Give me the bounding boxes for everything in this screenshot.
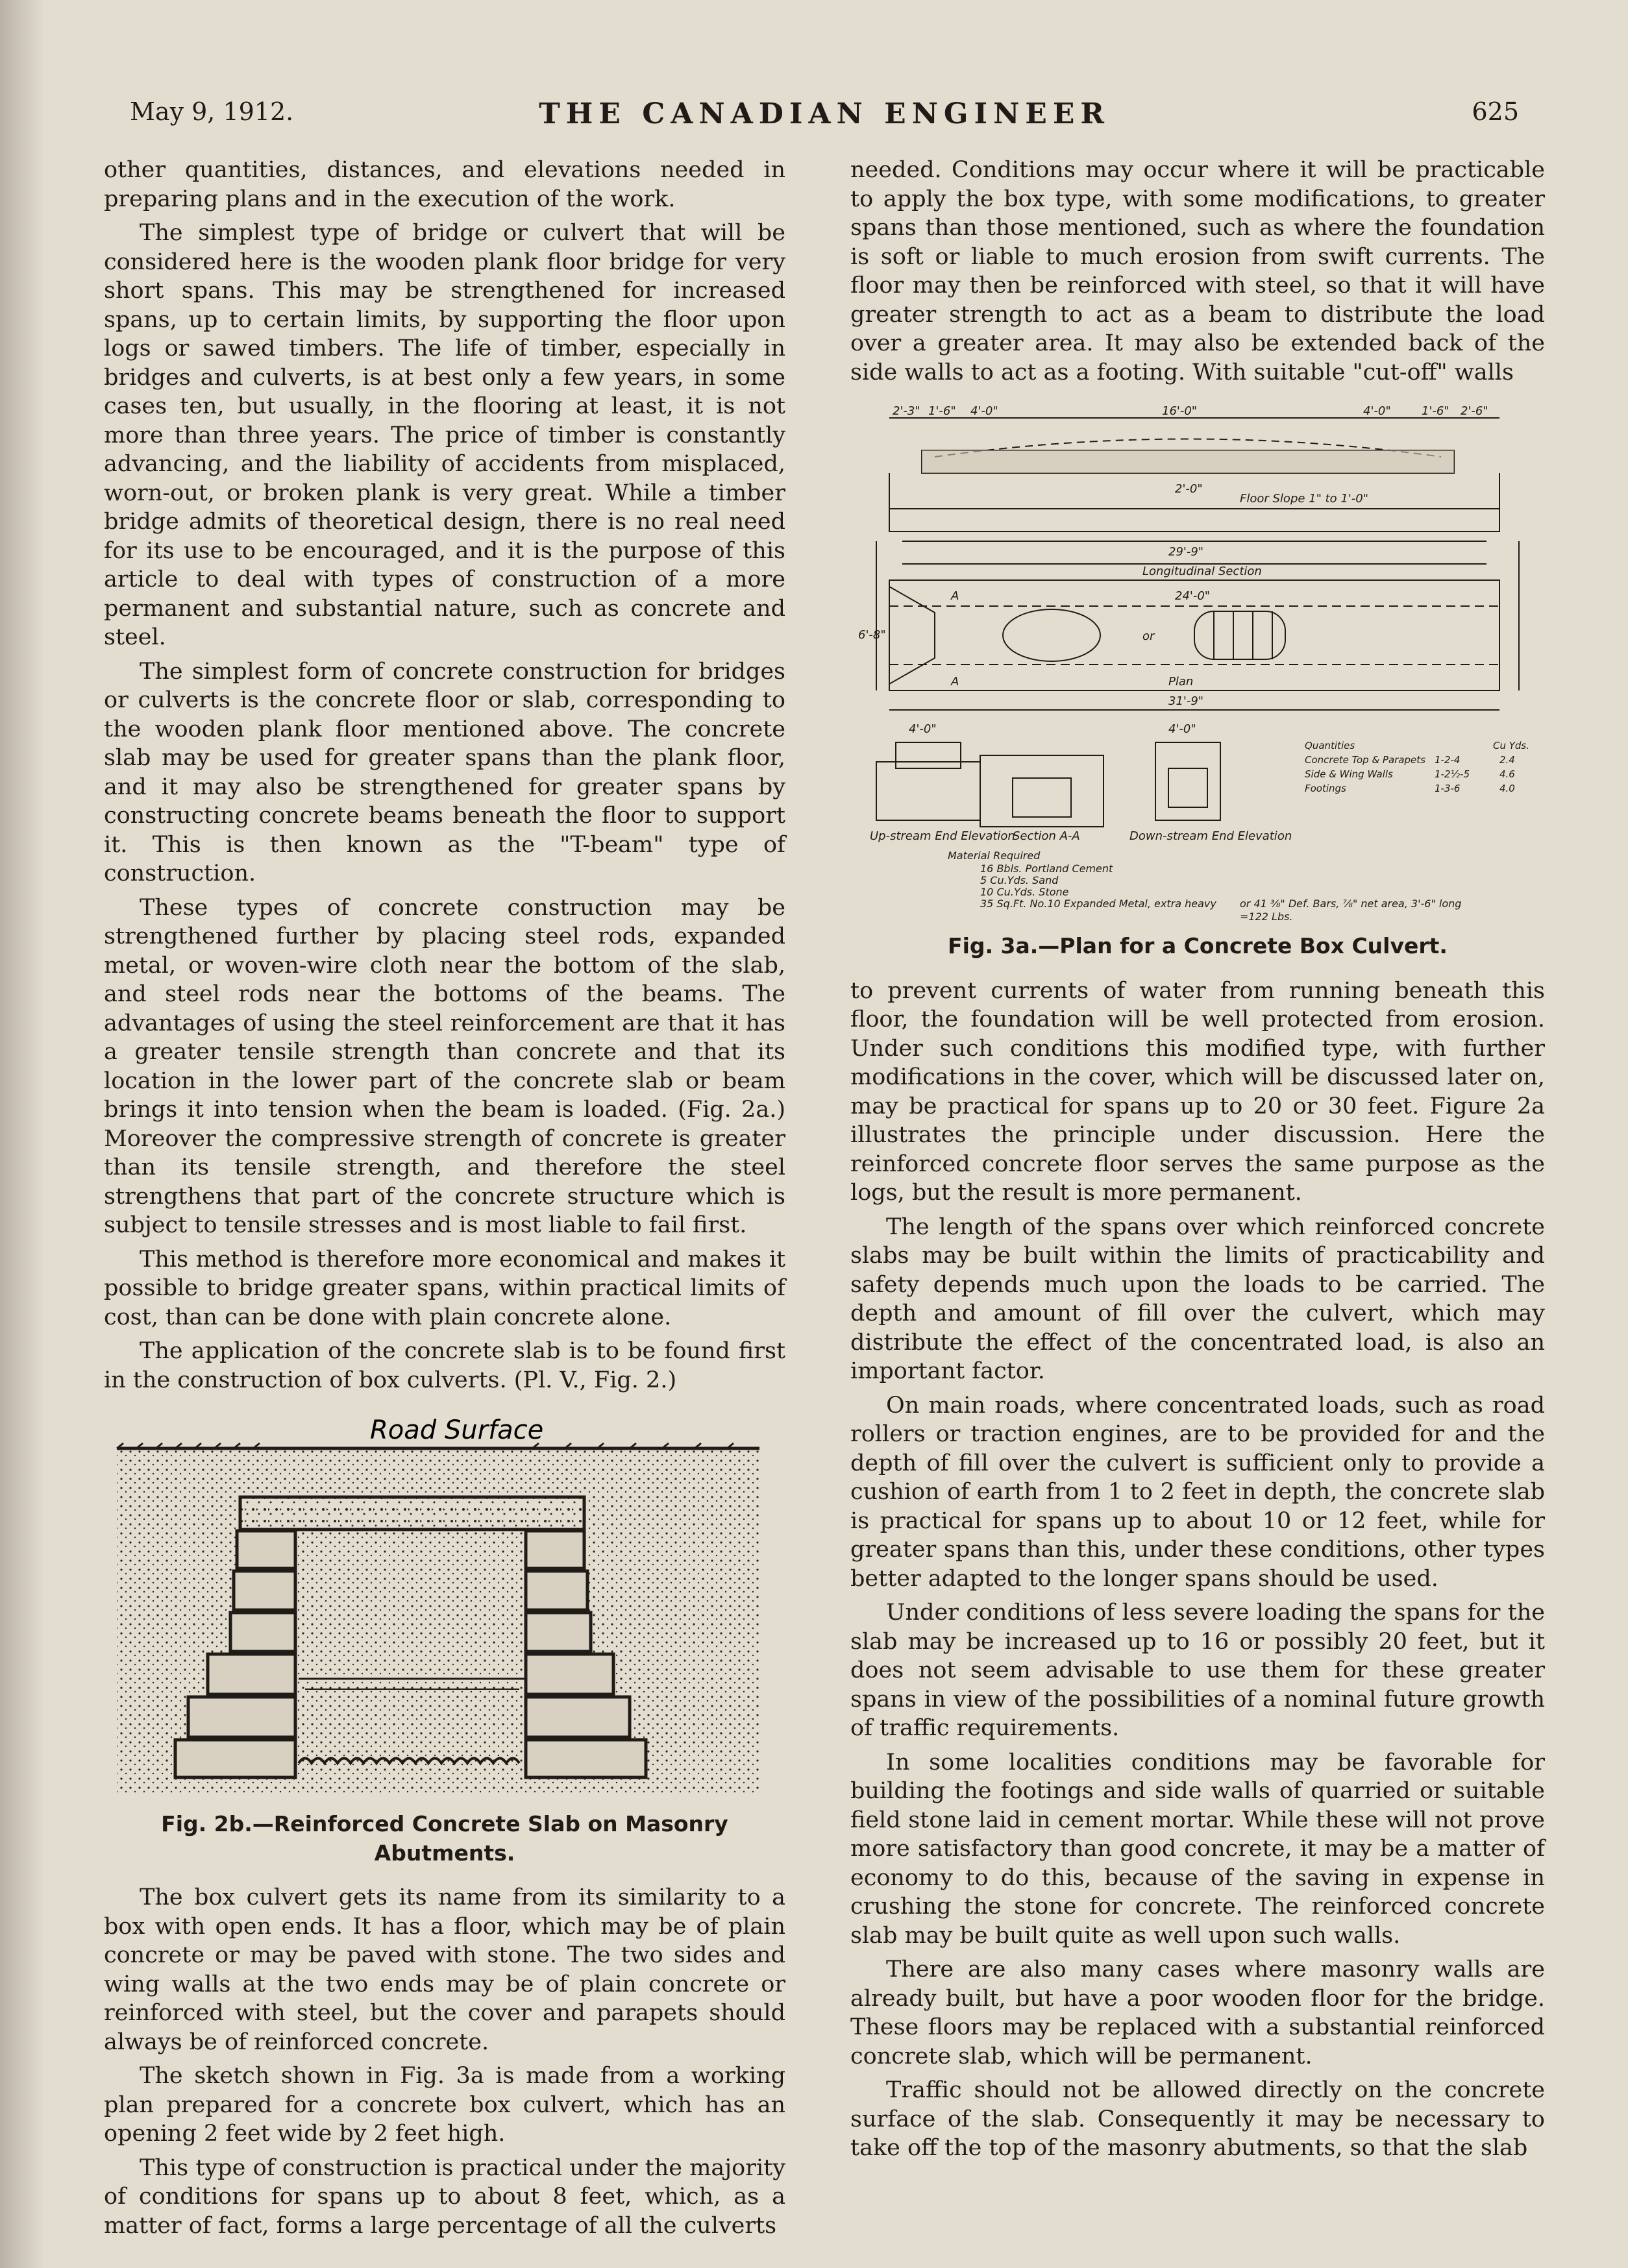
material-line: =122 Lbs.	[1240, 910, 1293, 923]
material-line: 5 Cu.Yds. Sand	[980, 874, 1059, 886]
paragraph: The sketch shown in Fig. 3a is made from a working plan prepared for a concrete box culvert, which has an opening 2 feet wide by 2 feet high.	[104, 2063, 785, 2147]
paragraph: Traffic should not be allowed directly on the concrete surface of the slab. Consequently it may be necessary to take off the top of the masonry abutments, so that the slab	[850, 2077, 1545, 2161]
dimension-label: 29'-9"	[1168, 545, 1204, 559]
header-date: May 9, 1912.	[130, 97, 294, 126]
material-title: Material Required	[948, 849, 1041, 862]
material-line: or 41 ⅜" Def. Bars, ⅞" net area, 3'-6" long	[1240, 897, 1462, 910]
quantity-mix: 1-3-6	[1435, 783, 1461, 794]
page-header	[130, 97, 1519, 143]
section-mark-a: A	[951, 675, 959, 689]
paragraph: The application of the concrete slab is to be found first in the construction of box culverts. (Pl. V., Fig. 2.)	[104, 1338, 785, 1393]
quantity-value: 4.0	[1499, 783, 1515, 794]
box-culvert-plan-drawing	[850, 405, 1545, 924]
paragraph: There are also many cases where masonry walls are already built, but have a poor wooden floor for the bridge. These floors may be replaced with a substantial reinforced concrete slab, which will be permanent.	[850, 1957, 1545, 2069]
right-column	[850, 156, 1545, 2163]
material-list	[948, 849, 1461, 923]
figure-2b	[104, 1413, 785, 1868]
road-surface-label: Road Surface	[370, 1415, 544, 1445]
dimension-label: 1'-6"	[1422, 405, 1449, 418]
paragraph: In some localities conditions may be favorable for building the footings and side walls of quarried or suitable field stone laid in cement mortar. While these will not prove more satisfactory than good concrete, it may be a matter of economy to do this, because of the saving in expense in crushing the stone for concrete. The reinforced concrete slab may be built quite as well upon such walls.	[850, 1749, 1545, 1949]
dimension-label: 2'-3"	[893, 405, 920, 418]
paragraph: The length of the spans over which reinforced concrete slabs may be built within the limits of practicability and safety depends much upon the loads to be carried. The depth and amount of fill over the culvert, which may distribute the effect of the concentrated load, is also an important factor.	[850, 1213, 1545, 1384]
dimension-label: 2'-0"	[1175, 482, 1203, 496]
page-number: 625	[1472, 97, 1519, 126]
paragraph: The simplest type of bridge or culvert that will be considered here is the wooden plank floor bridge for very short spans. This may be strengthened for increased spans, up to certain limits, by supporting the floor upon logs or sawed timbers. The life of timber, especially in bridges and culverts, is at best only a few years, in some cases ten, but usually, in the flooring at least, it is not more than three years. The price of timber is constantly advancing, and the liability of accidents from misplaced, worn-out, or broken plank is very great. While a timber bridge admits of theoretical design, there is no real need for its use to be encouraged, and it is the purpose of this article to deal with types of construction of a more permanent and substantial nature, such as concrete and steel.	[104, 220, 785, 650]
left-column	[104, 156, 785, 2240]
quantities-table	[1305, 740, 1529, 794]
paragraph: Under conditions of less severe loading the spans for the slab may be increased up to 16 or possibly 20 feet, but it does not seem advisable to use them for these greater spans in view of the possibilities of a nominal future growth of traffic requirements.	[850, 1600, 1545, 1741]
quantities-title: Quantities	[1305, 740, 1355, 751]
quantity-item: Footings	[1305, 783, 1346, 794]
paragraph: The box culvert gets its name from its similarity to a box with open ends. It has a floor, which may be of plain concrete or may be paved with stone. The two sides and wing walls at the two ends may be of plain concrete or reinforced with steel, but the cover and parapets should always be of reinforced concrete.	[104, 1884, 785, 2055]
quantity-item: Concrete Top & Parapets	[1305, 754, 1425, 766]
dimension-label: 2'-6"	[1461, 405, 1488, 418]
paragraph: other quantities, distances, and elevations needed in preparing plans and in the execution of the work.	[104, 157, 785, 212]
quantity-mix: 1-2½-5	[1435, 768, 1470, 780]
material-line: 10 Cu.Yds. Stone	[980, 886, 1069, 898]
quantity-value: 4.6	[1499, 768, 1515, 780]
quantities-unit: Cu Yds.	[1493, 740, 1530, 751]
dimension-label: 6'-8"	[858, 628, 886, 642]
dimension-label: 31'-9"	[1168, 694, 1204, 708]
downstream-elevation-label: Down-stream End Elevation	[1129, 829, 1292, 843]
dimension-label: 4'-0"	[1363, 405, 1391, 418]
floor-slope-label: Floor Slope 1" to 1'-0"	[1240, 492, 1369, 506]
dimension-label: 4'-0"	[1168, 722, 1196, 736]
paragraph: to prevent currents of water from running beneath this floor, the foundation will be well protected from erosion. Under such conditions this modified type, with further modifications in the cover, which will be discussed later on, may be practical for spans up to 20 or 30 feet. Figure 2a illustrates the principle under discussion. Here the reinforced concrete floor serves the same purpose as the logs, but the result is more permanent.	[850, 977, 1545, 1206]
paragraph: On main roads, where concentrated loads, such as road rollers or traction engines, are to be provided for and the depth of fill over the culvert is sufficient only to provide a cushion of earth from 1 to 2 feet in depth, the concrete slab is practical for spans up to about 10 or 12 feet, while for greater spans than this, under these conditions, other types better adapted to the longer spans should be used.	[850, 1392, 1545, 1592]
upstream-elevation-label: Up-stream End Elevation	[870, 829, 1015, 843]
material-line: 35 Sq.Ft. No.10 Expanded Metal, extra heavy	[980, 897, 1216, 910]
paragraph: This method is therefore more economical and makes it possible to bridge greater spans, within practical limits of cost, than can be done with plain concrete alone.	[104, 1246, 785, 1330]
page-gutter-shadow	[0, 0, 45, 2268]
quantity-item: Side & Wing Walls	[1305, 768, 1393, 780]
paragraph: These types of concrete construction may be strengthened further by placing steel rods, expanded metal, or woven-wire cloth near the bottom of the slab, and steel rods near the bottoms of the beams. The advantages of using the steel reinforcement are that it has a greater tensile strength than concrete and that its location in the lower part of the concrete slab or beam brings it into tension when the beam is loaded. (Fig. 2a.) Moreover the compressive strength of concrete is greater than its tensile strength, and therefore the steel strengthens that part of the concrete structure which is subject to tensile stresses and is most liable to fail first.	[104, 894, 785, 1238]
section-aa-label: Section A-A	[1013, 829, 1080, 843]
section-mark-a: A	[951, 589, 959, 603]
journal-title: THE CANADIAN ENGINEER	[539, 97, 1110, 130]
figure-2b-caption: Fig. 2b.—Reinforced Concrete Slab on Masonry Abutments.	[161, 1811, 728, 1866]
paragraph: needed. Conditions may occur where it will be practicable to apply the box type, with some modifications, to greater spans than those mentioned, such as where the foundation is soft or liable to much erosion from swift currents. The floor may then be reinforced with steel, so that it will have greater strength to act as a beam to distribute the load over a greater area. It may also be extended back of the side walls to act as a footing. With suitable "cut-off" walls	[850, 157, 1545, 385]
dimension-label: 1'-6"	[928, 405, 956, 418]
plan-label: Plan	[1168, 675, 1194, 689]
dimension-label: 24'-0"	[1175, 589, 1211, 603]
longitudinal-section-label: Longitudinal Section	[1142, 565, 1262, 578]
paragraph: The simplest form of concrete construction for bridges or culverts is the concrete floor or slab, corresponding to the wooden plank floor mentioned above. The concrete slab may be used for greater spans than the plank floor, and it may also be strengthened for greater spans by constructing concrete beams beneath the floor to support it. This is then known as the "T-beam" type of construction.	[104, 658, 785, 886]
dimension-label: 4'-0"	[970, 405, 998, 418]
slab-on-abutments-drawing	[110, 1413, 779, 1802]
dimension-label: 16'-0"	[1162, 405, 1198, 418]
quantity-value: 2.4	[1499, 754, 1515, 766]
quantity-mix: 1-2-4	[1435, 754, 1461, 766]
dimension-label: 4'-0"	[909, 722, 937, 736]
figure-3a	[850, 405, 1545, 961]
or-label: or	[1142, 629, 1155, 643]
paragraph: This type of construction is practical under the majority of conditions for spans up to about 8 feet, which, as a matter of fact, forms a large percentage of all the culverts	[104, 2154, 785, 2239]
material-line: 16 Bbls. Portland Cement	[980, 862, 1113, 875]
figure-3a-caption: Fig. 3a.—Plan for a Concrete Box Culvert.	[948, 933, 1448, 958]
